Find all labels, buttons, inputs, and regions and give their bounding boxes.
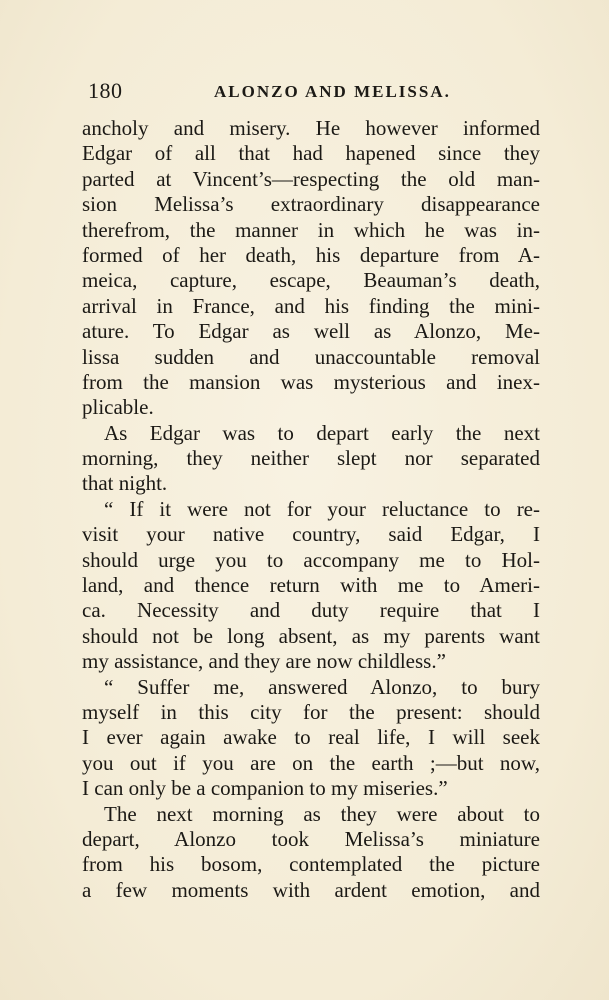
text-line: from the mansion was mysterious and inex- — [82, 369, 540, 394]
text-line: ancholy and misery. He however informed — [82, 116, 540, 140]
text-line: meica, capture, escape, Beauman’s death, — [82, 268, 540, 293]
text-line: therefrom, the manner in which he was in- — [82, 217, 540, 242]
text-line: a few moments with ardent emotion, and — [82, 877, 540, 902]
page-header — [88, 78, 540, 108]
text-line: “ If it were not for your reluctance to re- — [104, 496, 540, 521]
text-line: you out if you are on the earth ;—but now, — [82, 750, 540, 775]
body-text — [82, 116, 540, 903]
text-line: “ Suffer me, answered Alonzo, to bury — [104, 674, 540, 699]
text-line: arrival in France, and his finding the mini- — [82, 293, 540, 318]
text-line: As Edgar was to depart early the next — [104, 420, 540, 445]
text-line: morning, they neither slept nor separated — [82, 446, 540, 471]
text-line: sion Melissa’s extraordinary disappearance — [82, 192, 540, 217]
text-line: ature. To Edgar as well as Alonzo, Me- — [82, 319, 540, 344]
text-line: myself in this city for the present: should — [82, 699, 540, 724]
text-line: The next morning as they were about to — [104, 801, 540, 826]
text-line: Edgar of all that had hapened since they — [82, 141, 540, 166]
text-line: I can only be a companion to my miseries.” — [82, 776, 448, 801]
text-line: depart, Alonzo took Melissa’s miniature — [82, 826, 540, 851]
text-line: I ever again awake to real life, I will seek — [82, 725, 540, 750]
text-line: visit your native country, said Edgar, I — [82, 522, 540, 547]
text-line: that night. — [82, 471, 168, 496]
text-line: land, and thence return with me to Ameri- — [82, 573, 540, 598]
text-line: ca. Necessity and duty require that I — [82, 598, 540, 623]
text-line: from his bosom, contemplated the picture — [82, 852, 540, 877]
text-line: my assistance, and they are now childless.” — [82, 649, 446, 674]
text-line: should urge you to accompany me to Hol- — [82, 547, 540, 572]
text-line: lissa sudden and unaccountable removal — [82, 344, 540, 369]
text-line: parted at Vincent’s—respecting the old man- — [82, 166, 540, 191]
text-line: should not be long absent, as my parents want — [82, 623, 540, 648]
text-line: formed of her death, his departure from A- — [82, 242, 540, 267]
page-number: 180 — [88, 78, 123, 103]
running-head: ALONZO AND MELISSA. — [214, 82, 451, 101]
text-line: plicable. — [82, 395, 154, 420]
